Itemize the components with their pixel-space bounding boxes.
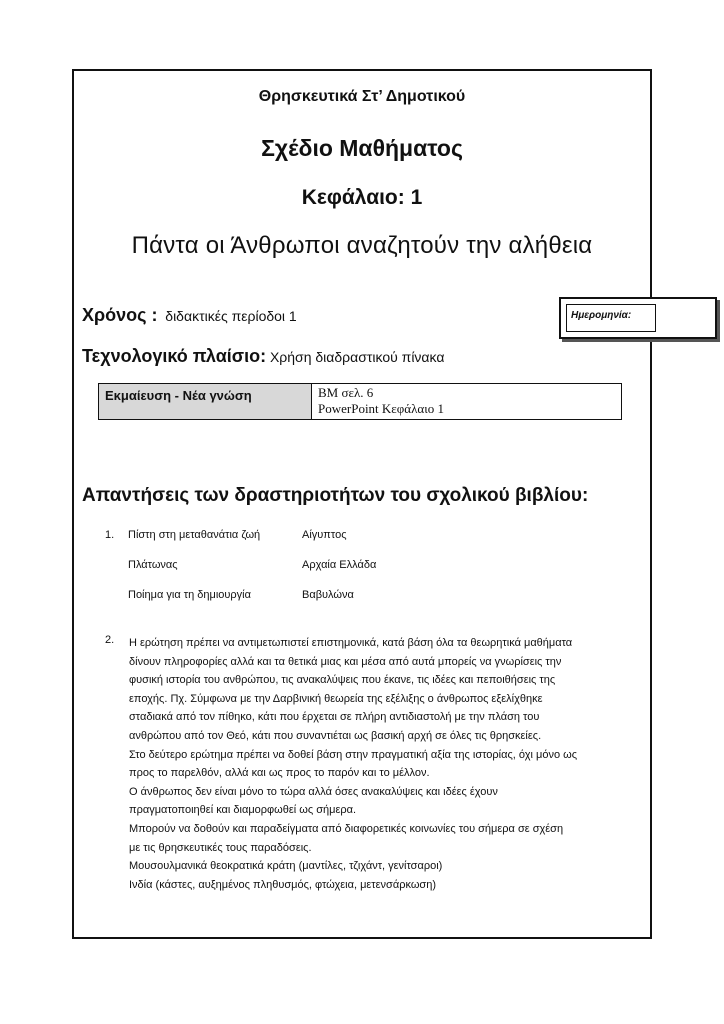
item2-paragraph [129,634,629,894]
paragraph-line: φυσική ιστορία του ανθρώπου, τις ανακαλύψεις που έκανε, τις ιδέες και πεποιθήσεις της [129,674,556,687]
page-title: Σχέδιο Μαθήματος [261,135,463,161]
paragraph-line: πραγματοποιηθεί και διαμορφωθεί ως σήμερα. [129,804,357,817]
paragraph-line: εποχής. Πχ. Σύμφωνα με την Δαρβινική θεωρεία της εξέλιξης ο άνθρωπος εξελίχθηκε [129,692,543,705]
resource-line: PowerPoint Κεφάλαιο 1 [318,401,444,416]
match-right: Βαβυλώνα [302,589,354,601]
paragraph-line: με τις θρησκευτικές τους παραδόσεις. [129,841,312,854]
time-value: διδακτικές περίοδοι 1 [165,308,297,324]
paragraph-line: προς το παρελθόν, αλλά και ως προς το παρόν και το μέλλον. [129,767,430,780]
tech-value: Χρήση διαδραστικού πίνακα [269,349,445,365]
date-box [559,297,717,339]
phase-name-cell: Εκμαίευση - Νέα γνώση [99,384,312,420]
item1-number: 1. [105,529,115,541]
time-label: Χρόνος : [82,305,158,325]
chapter-title: Πάντα οι Άνθρωποι αναζητούν την αλήθεια [131,232,593,259]
match-right: Αρχαία Ελλάδα [302,559,377,571]
paragraph-line: Η ερώτηση πρέπει να αντιμετωπιστεί επιστημονικά, κατά βάση όλα τα θεωρητικά μαθήματα [129,637,573,649]
answers-heading: Απαντήσεις των δραστηριοτήτων του σχολικού βιβλίου: [82,485,589,506]
match-left: Πλάτωνας [128,559,178,571]
date-label: Ημερομηνία: [571,310,632,321]
subject-heading: Θρησκευτικά Στ’ Δημοτικού [258,88,466,105]
paragraph-line: Στο δεύτερο ερώτημα πρέπει να δοθεί βάση στην πραγματική αξία της ιστορίας, όχι μόνο ως [129,748,578,761]
paragraph-line: σταδιακά από τον πίθηκο, κάτι που έρχεται σε πλήρη αντιδιαστολή με την πλάση του [129,711,540,724]
match-left: Ποίημα για τη δημιουργία [128,589,251,601]
item2-number: 2. [105,634,115,646]
paragraph-line: δίνουν πληροφορίες αλλά και τα θετικά μιας και μέσα από αυτά μπορείς να γνωρίσεις την [129,655,562,668]
phase-table [98,383,622,420]
tech-row [82,346,444,367]
paragraph-line: Ο άνθρωπος δεν είναι μόνο το τώρα αλλά όσες ανακαλύψεις και ιδέες έχουν [129,785,498,798]
time-row [82,305,297,326]
paragraph-line: Μουσουλμανικά θεοκρατικά κράτη (μαντίλες, τζιχάντ, γενίτσαροι) [129,860,443,873]
paragraph-line: Μπορούν να δοθούν και παραδείγματα από διαφορετικές κοινωνίες του σήμερα σε σχέση [129,822,564,835]
match-left: Πίστη στη μεταθανάτια ζωή [128,529,261,541]
paragraph-line: ανθρώπου από τον Θεό, κάτι που συναντιέται ως βασική αρχή σε όλες τις θρησκείες. [129,729,542,742]
tech-label: Τεχνολογικό πλαίσιο: [82,346,267,366]
chapter-heading: Κεφάλαιο: 1 [301,186,423,209]
resource-line: ΒΜ σελ. 6 [318,385,374,400]
phase-resources-cell [312,384,622,420]
match-right: Αίγυπτος [302,529,347,541]
paragraph-line: Ινδία (κάστες, αυξημένος πληθυσμός, φτώχεια, μετενσάρκωση) [129,878,436,891]
table-row [99,384,622,420]
